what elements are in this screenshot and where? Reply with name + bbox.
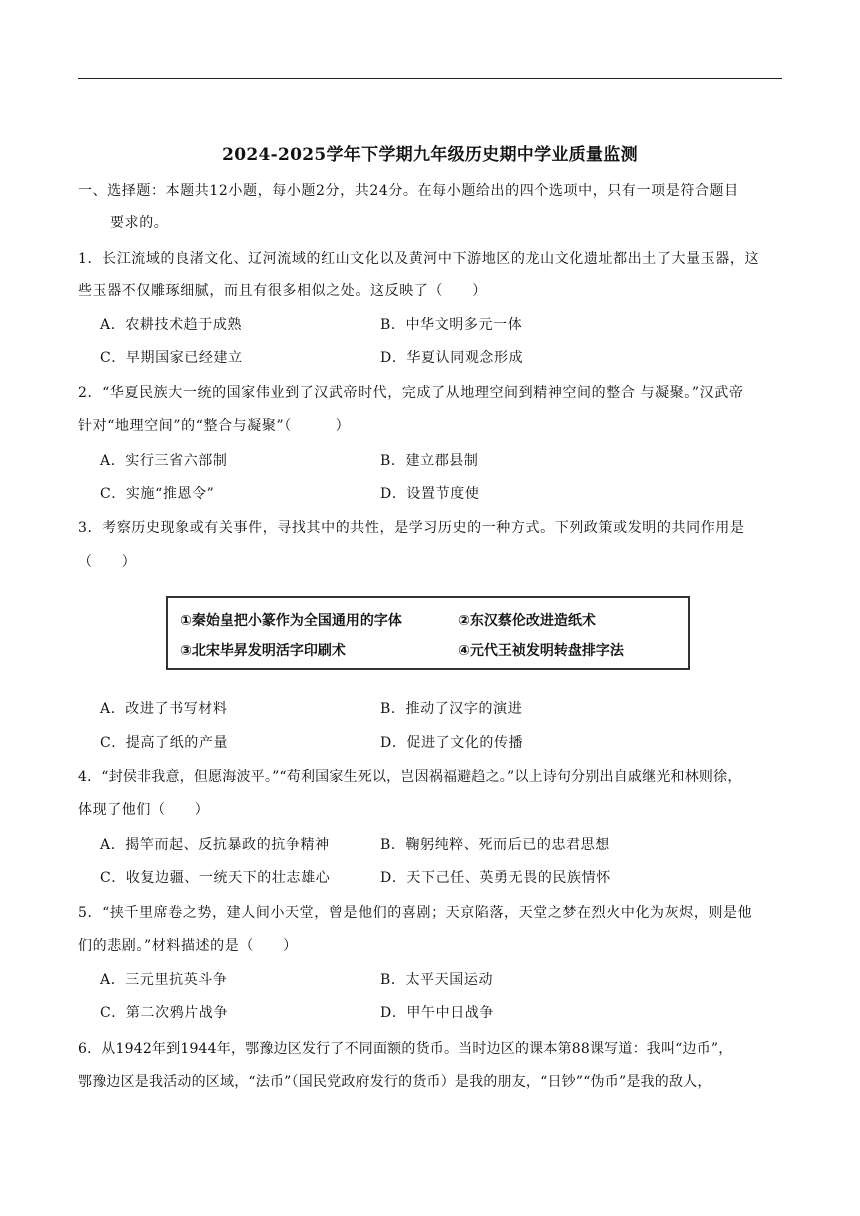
q3-option-b[interactable]: B．推动了汉字的演进 bbox=[380, 701, 523, 717]
q3-option-d[interactable]: D．促进了文化的传播 bbox=[380, 735, 524, 751]
q4-option-d[interactable]: D．天下己任、英勇无畏的民族情怀 bbox=[380, 870, 611, 886]
page-title: 2024-2025学年下学期九年级历史期中学业质量监测 bbox=[222, 145, 638, 165]
q3-material-item-3: ③北宋毕昇发明活字印刷术 bbox=[180, 643, 346, 659]
q5-option-a[interactable]: A．三元里抗英斗争 bbox=[100, 972, 228, 988]
q5-option-d[interactable]: D．甲午中日战争 bbox=[380, 1005, 495, 1021]
q5-option-b[interactable]: B．太平天国运动 bbox=[380, 972, 494, 988]
q2-option-c[interactable]: C．实施“推恩令” bbox=[100, 486, 215, 502]
q1-option-d[interactable]: D．华夏认同观念形成 bbox=[380, 350, 524, 366]
q4-option-a[interactable]: A．揭竿而起、反抗暴政的抗争精神 bbox=[100, 837, 330, 853]
q2-stem-line2: 针对“地理空间”的“整合与凝聚”（ ） bbox=[78, 418, 351, 434]
q3-option-a[interactable]: A．改进了书写材料 bbox=[100, 701, 228, 717]
q2-option-b[interactable]: B．建立郡县制 bbox=[380, 453, 479, 469]
q1-option-c[interactable]: C．早期国家已经建立 bbox=[100, 350, 243, 366]
header-rule bbox=[78, 78, 782, 79]
q4-stem-line2: 体现了他们（ ） bbox=[78, 802, 210, 818]
q3-stem-line2: （ ） bbox=[78, 554, 137, 570]
q4-option-c[interactable]: C．收复边疆、一统天下的壮志雄心 bbox=[100, 870, 331, 886]
q1-option-b[interactable]: B．中华文明多元一体 bbox=[380, 317, 523, 333]
q5-stem-line2: 们的悲剧。”材料描述的是（ ） bbox=[78, 938, 298, 954]
q1-stem-line1: 1．长江流域的良渚文化、辽河流域的红山文化以及黄河中下游地区的龙山文化遗址都出土了大量玉器，这 bbox=[78, 251, 760, 267]
section-heading-line1: 一、选择题：本题共12小题，每小题2分，共24分。在每小题给出的四个选项中，只有一项是符合题目 bbox=[78, 183, 739, 199]
q2-stem-line1: 2．“华夏民族大一统的国家伟业到了汉武帝时代，完成了从地理空间到精神空间的整合 与凝聚。”汉武帝 bbox=[78, 385, 744, 401]
q3-material-item-2: ②东汉蔡伦改进造纸术 bbox=[458, 613, 596, 629]
q4-stem-line1: 4．“封侯非我意，但愿海波平。”“苟利国家生死以，岂因祸福避趋之。”以上诗句分别出自戚继光和林则徐， bbox=[78, 769, 742, 785]
q4-option-b[interactable]: B．鞠躬纯粹、死而后已的忠君思想 bbox=[380, 837, 610, 853]
q3-material-item-1: ①秦始皇把小篆作为全国通用的字体 bbox=[180, 613, 402, 629]
q3-material-item-4: ④元代王祯发明转盘排字法 bbox=[458, 643, 624, 659]
section-heading-line2: 要求的。 bbox=[110, 215, 169, 231]
q3-option-c[interactable]: C．提高了纸的产量 bbox=[100, 735, 229, 751]
q1-option-a[interactable]: A．农耕技术趋于成熟 bbox=[100, 317, 243, 333]
q3-stem-line1: 3．考察历史现象或有关事件，寻找其中的共性，是学习历史的一种方式。下列政策或发明的共同作用是 bbox=[78, 520, 745, 536]
q2-option-a[interactable]: A．实行三省六部制 bbox=[100, 453, 228, 469]
q5-option-c[interactable]: C．第二次鸦片战争 bbox=[100, 1005, 229, 1021]
q5-stem-line1: 5．“挟千里席卷之势，建人间小天堂，曾是他们的喜剧；天京陷落，天堂之梦在烈火中化为灰烬，则是他 bbox=[78, 905, 753, 921]
q1-stem-line2: 些玉器不仅雕琢细腻，而且有很多相似之处。这反映了（ ） bbox=[78, 283, 487, 299]
q3-material-box bbox=[166, 596, 690, 670]
q6-stem-line1: 6．从1942年到1944年，鄂豫边区发行了不同面额的货币。当时边区的课本第88课写道：我叫“边币”， bbox=[78, 1041, 733, 1057]
q2-option-d[interactable]: D．设置节度使 bbox=[380, 486, 480, 502]
q6-stem-line2: 鄂豫边区是我活动的区域，“法币”（国民党政府发行的货币）是我的朋友，“日钞”“伪币”是我的敌人， bbox=[78, 1074, 712, 1090]
